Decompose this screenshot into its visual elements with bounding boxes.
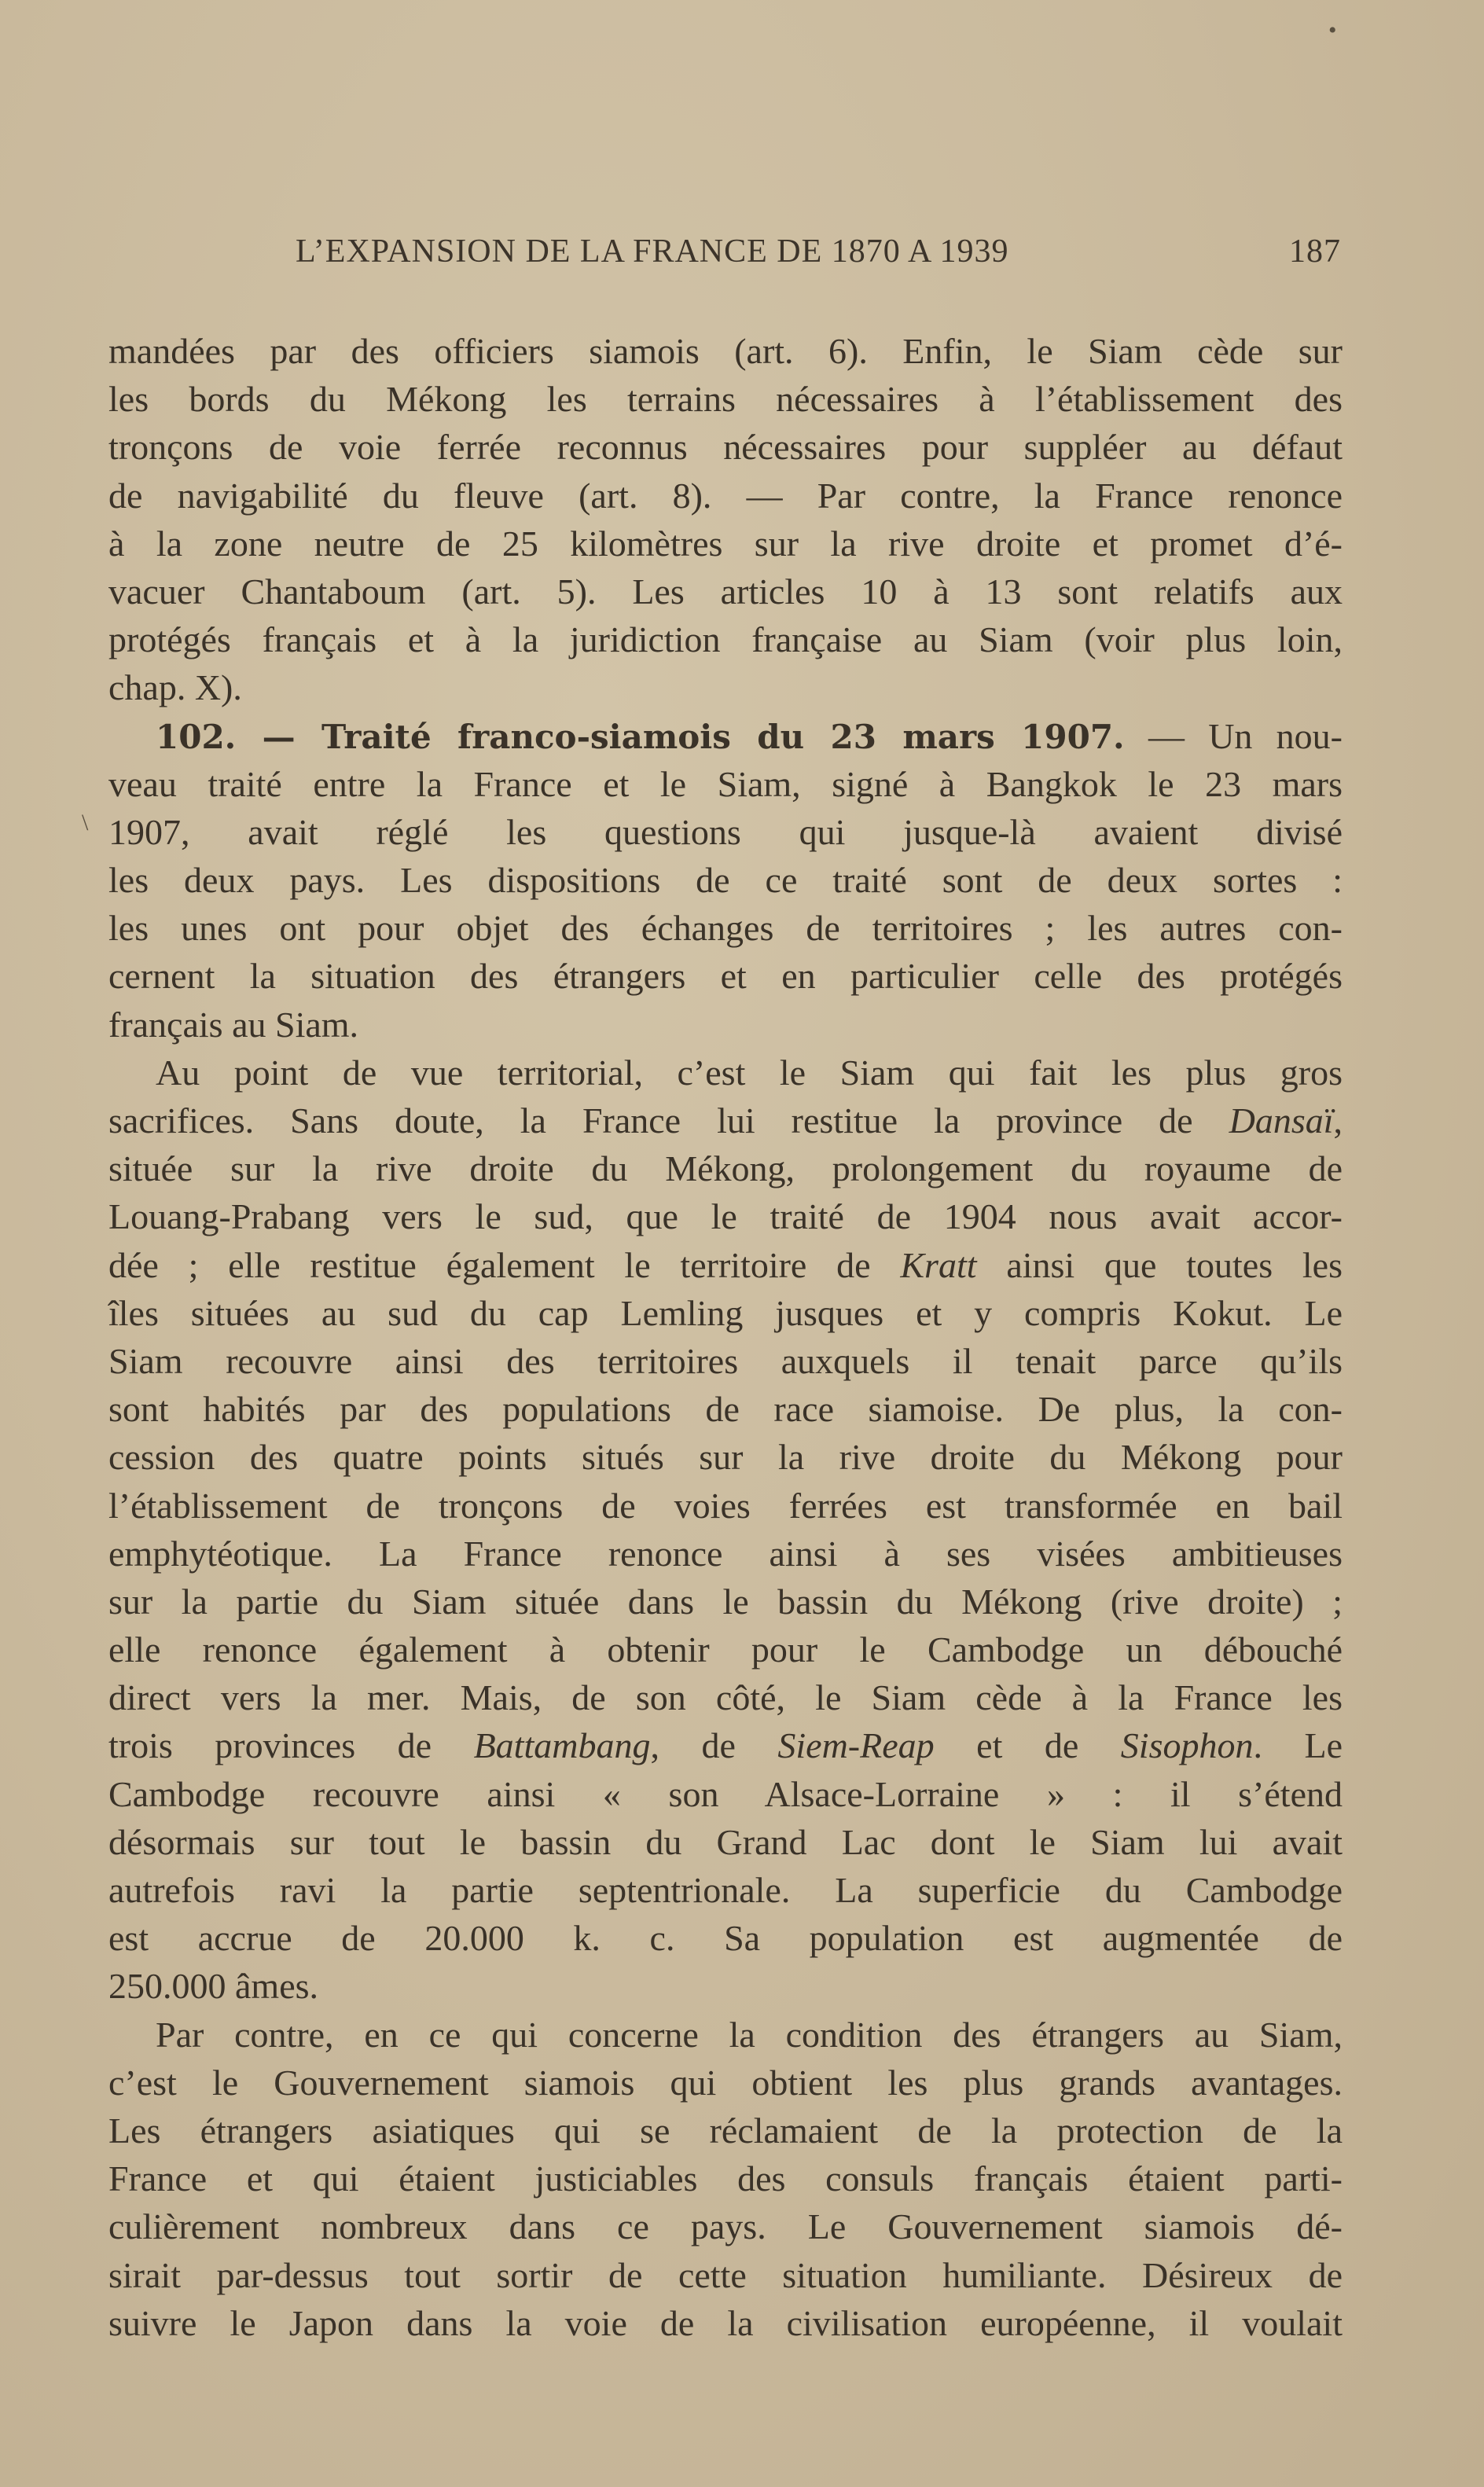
page-number: 187 [1289, 233, 1341, 270]
body-text [108, 327, 1343, 2347]
text-line: 250.000 âmes. [108, 1966, 319, 2007]
text-line: France et qui étaient justiciables des consuls français étaient parti- [108, 2158, 1343, 2199]
margin-mark-left: \ [82, 810, 89, 836]
text-line: située sur la rive droite du Mékong, prolongement du royaume de [108, 1148, 1343, 1189]
text-line: français au Siam. [108, 1004, 359, 1045]
text-line: direct vers la mer. Mais, de son côté, le Siam cède à la France les [108, 1677, 1343, 1718]
text-line: îles situées au sud du cap Lemling jusques et y compris Kokut. Le [108, 1292, 1343, 1333]
text-line: de navigabilité du fleuve (art. 8). — Par contre, la France renonce [108, 475, 1343, 516]
text-line: cernent la situation des étrangers et en particulier celle des protégés [108, 956, 1343, 997]
text-line: c’est le Gouvernement siamois qui obtient les plus grands avantages. [108, 2062, 1343, 2103]
section-heading-line: 102. — Traité franco-siamois du 23 mars 1907. — Un nou- [156, 715, 1343, 756]
running-head [296, 233, 1341, 280]
text-line: suivre le Japon dans la voie de la civilisation européenne, il voulait [108, 2302, 1343, 2343]
text-line: est accrue de 20.000 k. c. Sa population est augmentée de [108, 1918, 1343, 1959]
text-line: sont habités par des populations de race siamoise. De plus, la con- [108, 1389, 1343, 1430]
running-head-title: L’EXPANSION DE LA FRANCE DE 1870 A 1939 [296, 233, 1009, 270]
text-line: dée ; elle restitue également le territoire de Kratt ainsi que toutes les [108, 1244, 1343, 1285]
text-line: trois provinces de Battambang, de Siem-Reap et de Sisophon. Le [108, 1725, 1343, 1766]
text-line: mandées par des officiers siamois (art. 6). Enfin, le Siam cède sur [108, 331, 1343, 371]
text-line: vacuer Chantaboum (art. 5). Les articles 10 à 13 sont relatifs aux [108, 571, 1343, 612]
text-line: emphytéotique. La France renonce ainsi à ses visées ambitieuses [108, 1533, 1343, 1574]
text-line: les unes ont pour objet des échanges de territoires ; les autres con- [108, 908, 1343, 949]
text-line: Cambodge recouvre ainsi « son Alsace-Lorraine » : il s’étend [108, 1773, 1343, 1814]
text-line: sur la partie du Siam située dans le bassin du Mékong (rive droite) ; [108, 1581, 1343, 1622]
text-line: cession des quatre points situés sur la rive droite du Mékong pour [108, 1437, 1343, 1478]
section-heading: 102. — Traité franco-siamois du 23 mars 1907. [156, 717, 1125, 756]
text-line: Au point de vue territorial, c’est le Siam qui fait les plus gros [156, 1052, 1343, 1093]
text-line: elle renonce également à obtenir pour le Cambodge un débouché [108, 1629, 1343, 1670]
text-line: chap. X). [108, 667, 242, 708]
margin-mark-top: • [1328, 17, 1337, 43]
text-line: autrefois ravi la partie septentrionale. La superficie du Cambodge [108, 1870, 1343, 1910]
text-line: veau traité entre la France et le Siam, signé à Bangkok le 23 mars [108, 763, 1343, 804]
text-line: Par contre, en ce qui concerne la condition des étrangers au Siam, [156, 2014, 1343, 2055]
text-line: à la zone neutre de 25 kilomètres sur la rive droite et promet d’é- [108, 523, 1343, 564]
text-line: 1907, avait réglé les questions qui jusque-là avaient divisé [108, 811, 1343, 852]
text-line: les bords du Mékong les terrains nécessaires à l’établissement des [108, 379, 1343, 420]
text-line: Louang-Prabang vers le sud, que le traité de 1904 nous avait accor- [108, 1196, 1343, 1237]
text-line: culièrement nombreux dans ce pays. Le Gouvernement siamois dé- [108, 2206, 1343, 2247]
text-line: sacrifices. Sans doute, la France lui restitue la province de Dansaï, [108, 1100, 1343, 1141]
text-line: l’établissement de tronçons de voies ferrées est transformée en bail [108, 1485, 1343, 1526]
text-line: désormais sur tout le bassin du Grand Lac dont le Siam lui avait [108, 1821, 1343, 1862]
text-line: Siam recouvre ainsi des territoires auxquels il tenait parce qu’ils [108, 1340, 1343, 1381]
text-line: tronçons de voie ferrée reconnus nécessaires pour suppléer au défaut [108, 427, 1343, 468]
text-line: protégés français et à la juridiction française au Siam (voir plus loin, [108, 619, 1343, 660]
text-line: les deux pays. Les dispositions de ce traité sont de deux sortes : [108, 860, 1343, 901]
text-line: sirait par-dessus tout sortir de cette situation humiliante. Désireux de [108, 2254, 1343, 2295]
text-line: Les étrangers asiatiques qui se réclamaient de la protection de la [108, 2110, 1343, 2151]
